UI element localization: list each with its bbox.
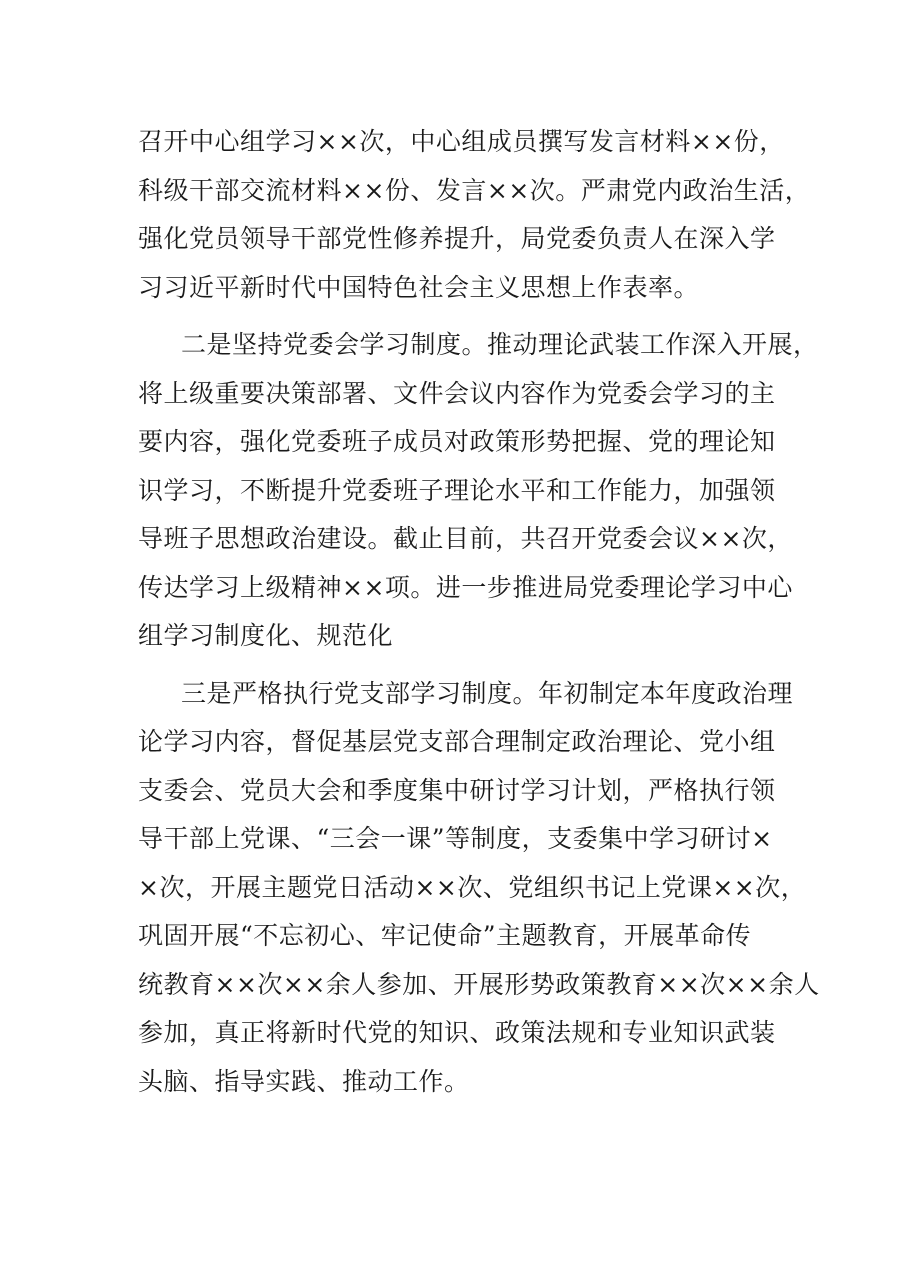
paragraph-line: 导干部上党课、“三会一课”等制度，支委集中学习研讨× [138, 824, 773, 853]
paragraph-line: 组学习制度化、规范化 [138, 621, 394, 650]
paragraph-3 [138, 670, 820, 1107]
paragraph-line: 科级干部交流材料××份、发言××次。严肃党内政治生活， [138, 175, 811, 205]
paragraph-line: 强化党员领导干部党性修养提升，局党委负责人在深入学 [138, 224, 776, 253]
paragraph-line: 要内容，强化党委班子成员对政策形势把握、党的理论知 [138, 427, 776, 456]
paragraph-line: 将上级重要决策部署、文件会议内容作为党委会学习的主 [138, 378, 776, 408]
paragraph-line: 统教育××次××余人参加、开展形势政策教育××次××余人 [138, 969, 820, 999]
paragraph-line: 习习近平新时代中国特色社会主义思想上作表率。 [138, 272, 700, 302]
paragraph-line: 识学习，不断提升党委班子理论水平和工作能力，加强领 [138, 475, 776, 505]
paragraph-line: 参加，真正将新时代党的知识、政策法规和专业知识武装 [138, 1018, 776, 1047]
document-body [138, 118, 820, 1106]
paragraph-line: 头脑、指导实践、推动工作。 [138, 1066, 470, 1096]
paragraph-line: 导班子思想政治建设。截止目前，共召开党委会议××次， [138, 524, 793, 553]
paragraph-line: ×次，开展主题党日活动××次、党组织书记上党课××次， [138, 872, 807, 902]
paragraph-1 [138, 118, 811, 312]
paragraph-line: 召开中心组学习××次，中心组成员撰写发言材料××份， [138, 127, 785, 156]
paragraph-line: 巩固开展“不忘初心、牢记使命”主题教育，开展革命传 [138, 921, 752, 950]
paragraph-line: 二是坚持党委会学习制度。推动理论武装工作深入开展， [181, 330, 819, 359]
paragraph-line: 三是严格执行党支部学习制度。年初制定本年度政治理 [181, 678, 794, 708]
paragraph-line: 论学习内容，督促基层党支部合理制定政治理论、党小组 [138, 727, 776, 756]
paragraph-line: 传达学习上级精神××项。进一步推进局党委理论学习中心 [138, 572, 793, 602]
paragraph-2 [138, 321, 819, 661]
paragraph-line: 支委会、党员大会和季度集中研讨学习计划，严格执行领 [138, 775, 776, 805]
